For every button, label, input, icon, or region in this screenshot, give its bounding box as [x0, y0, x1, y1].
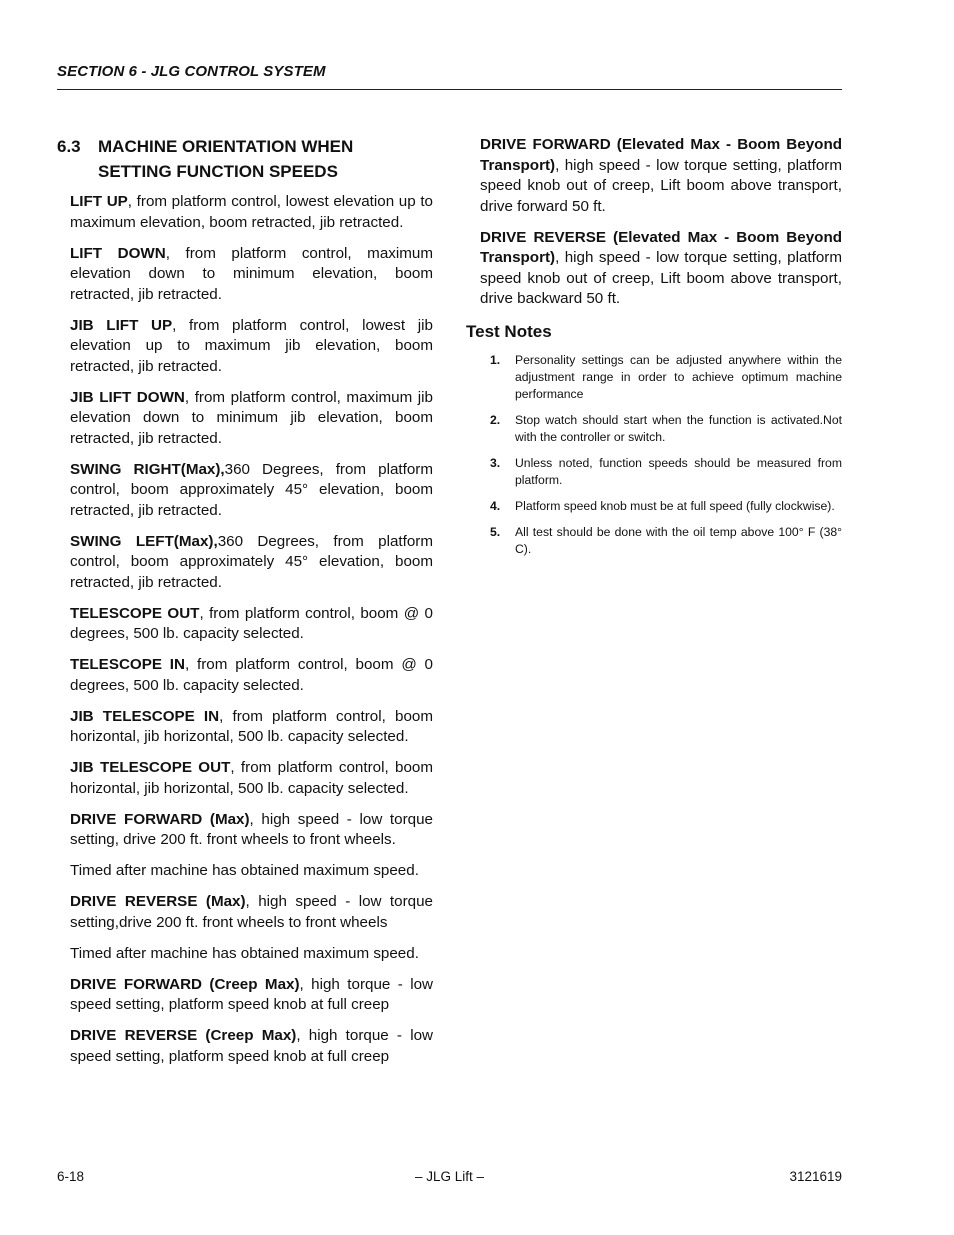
paragraph-text: , high torque - low speed setting, platform speed knob at full creep	[70, 1027, 433, 1065]
paragraph-text: 360 Degrees, from platform control, boom approximately 45° elevation, boom retracted, jib retracted.	[70, 460, 433, 519]
paragraph-text: Timed after machine has obtained maximum speed.	[70, 944, 419, 962]
paragraph-lead: DRIVE REVERSE (Creep Max)	[70, 1027, 297, 1044]
timing-note	[70, 861, 433, 882]
paragraph	[70, 460, 433, 522]
paragraph-lead: LIFT DOWN	[70, 244, 166, 262]
item-text: Stop watch should start when the function is activated.Not with the controller or switch.	[515, 412, 842, 444]
paragraph	[70, 1026, 433, 1067]
item-text: Unless noted, function speeds should be measured from platform.	[515, 455, 842, 487]
paragraph-lead: DRIVE FORWARD (Max)	[70, 810, 250, 828]
paragraph-text: , from platform control, boom @ 0 degrees, 500 lb. capacity selected.	[70, 604, 433, 642]
page-footer	[57, 1169, 842, 1187]
list-item	[480, 498, 842, 515]
page-header	[57, 63, 842, 90]
paragraph-lead: SWING RIGHT(Max),	[70, 460, 225, 478]
test-notes-heading: Test Notes	[466, 321, 552, 341]
paragraph-lead: DRIVE REVERSE (Elevated Max - Boom Beyond Transport)	[480, 228, 842, 266]
paragraph	[70, 975, 433, 1016]
section-title: MACHINE ORIENTATION WHEN SETTING FUNCTION SPEEDS	[98, 137, 354, 181]
paragraph	[480, 135, 842, 217]
paragraph-text: , high speed - low torque setting,drive 200 ft. front wheels to front wheels	[70, 893, 433, 931]
paragraph-lead: DRIVE REVERSE (Max)	[70, 893, 246, 910]
list-item	[480, 524, 842, 558]
list-item	[480, 455, 842, 489]
item-text: Personality settings can be adjusted anywhere within the adjustment range in order to achieve optimum machine performance	[515, 352, 842, 401]
paragraph-text: , from platform control, lowest elevation up to maximum elevation, boom retracted, jib retracted.	[70, 193, 433, 231]
paragraph	[70, 758, 433, 799]
paragraph	[70, 244, 433, 306]
paragraph-text: , high speed - low torque setting, platform speed knob out of creep, Lift boom above transport, drive forward 50 ft.	[480, 156, 842, 215]
paragraph-lead: JIB LIFT DOWN	[70, 388, 185, 406]
section-number: 6.3	[57, 137, 81, 156]
paragraph-lead: JIB TELESCOPE IN	[70, 707, 220, 725]
right-column	[466, 135, 842, 567]
paragraph	[70, 604, 433, 645]
paragraph-text: , from platform control, maximum jib elevation down to minimum jib elevation, boom retracted, jib retracted.	[70, 388, 433, 447]
paragraph-text: , from platform control, maximum elevation down to minimum elevation, boom retracted, jib retracted.	[70, 244, 433, 303]
paragraph-text: Timed after machine has obtained maximum speed.	[70, 862, 419, 879]
paragraph	[70, 316, 433, 378]
timing-note	[70, 944, 433, 965]
paragraph-text: , from platform control, boom @ 0 degrees, 500 lb. capacity selected.	[70, 656, 433, 694]
paragraph-text: , high speed - low torque setting, drive 200 ft. front wheels to front wheels.	[70, 810, 433, 848]
paragraph-text: , from platform control, boom horizontal, jib horizontal, 500 lb. capacity selected.	[70, 707, 433, 745]
paragraph-text: 360 Degrees, from platform control, boom approximately 45° elevation, boom retracted, jib retracted.	[70, 532, 433, 591]
paragraph-lead: DRIVE FORWARD (Creep Max)	[70, 975, 300, 993]
item-number: 1.	[490, 352, 501, 367]
paragraph-lead: TELESCOPE IN	[70, 656, 185, 673]
paragraph-lead: SWING LEFT(Max),	[70, 532, 218, 550]
item-number: 5.	[490, 524, 501, 539]
paragraph	[70, 810, 433, 851]
paragraph-lead: JIB LIFT UP	[70, 316, 173, 334]
list-item	[480, 352, 842, 403]
paragraph	[70, 655, 433, 696]
paragraph-lead: TELESCOPE OUT	[70, 604, 200, 622]
item-number: 2.	[490, 412, 501, 427]
paragraph	[70, 892, 433, 933]
test-notes-list	[480, 352, 842, 558]
paragraph	[70, 388, 433, 450]
paragraph	[70, 192, 433, 233]
paragraph-text: , high speed - low torque setting, platform speed knob out of creep, Lift boom above transport, drive backward 50 ft.	[480, 249, 842, 307]
item-text: All test should be done with the oil temp above 100° F (38° C).	[515, 524, 842, 556]
left-column	[70, 192, 433, 1078]
document-number: 3121619	[789, 1169, 842, 1184]
item-text: Platform speed knob must be at full speed (fully clockwise).	[515, 498, 835, 513]
page-number: 6-18	[57, 1169, 85, 1184]
list-item	[480, 412, 842, 446]
header-title: SECTION 6 - JLG CONTROL SYSTEM	[57, 63, 326, 80]
footer-center: – JLG Lift –	[414, 1169, 485, 1184]
paragraph-lead: LIFT UP	[70, 193, 128, 210]
paragraph	[70, 707, 433, 748]
paragraph-text: , from platform control, lowest jib elevation up to maximum jib elevation, boom retracted, jib retracted.	[70, 316, 433, 375]
paragraph	[70, 532, 433, 594]
paragraph-text: , high torque - low speed setting, platform speed knob at full creep	[70, 975, 433, 1013]
item-number: 3.	[490, 455, 501, 470]
paragraph-text: , from platform control, boom horizontal, jib horizontal, 500 lb. capacity selected.	[70, 759, 433, 797]
paragraph-lead: DRIVE FORWARD (Elevated Max - Boom Beyond Transport)	[480, 136, 842, 174]
paragraph-lead: JIB TELESCOPE OUT	[70, 759, 231, 776]
item-number: 4.	[490, 498, 501, 513]
paragraph	[480, 228, 842, 310]
